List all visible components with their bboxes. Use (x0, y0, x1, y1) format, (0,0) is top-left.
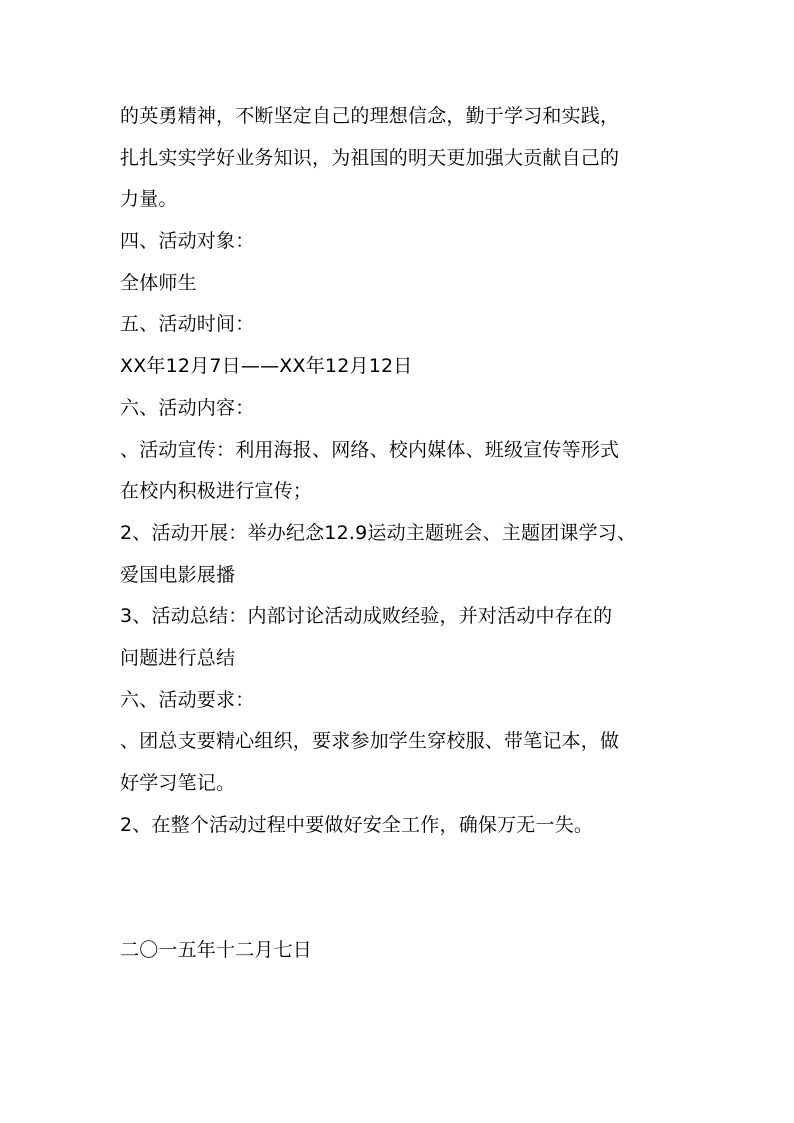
content-item-3-line-2: 问题进行总结 (120, 646, 236, 669)
section-heading-audience: 四、活动对象： (120, 230, 255, 253)
requirement-1-line-1: 、团总支要精心组织，要求参加学生穿校服、带笔记本，做 (120, 730, 620, 753)
audience-text: 全体师生 (120, 271, 197, 294)
requirement-1-line-2: 好学习笔记。 (120, 772, 236, 794)
document-body (120, 96, 700, 846)
body-line-2: 扎扎实实学好业务知识，为祖国的明天更加强大贡献自己的 (120, 146, 620, 169)
content-item-3-line-1: 3、活动总结：内部讨论活动成败经验，并对活动中存在的 (120, 605, 613, 628)
document-date: 二〇一五年十二月七日 (120, 939, 313, 961)
time-text: XX年12月7日——XX年12月12日 (120, 355, 413, 378)
content-item-1-line-2: 在校内积极进行宣传； (120, 480, 313, 503)
body-line-1: 的英勇精神，不断坚定自己的理想信念，勤于学习和实践， (120, 105, 620, 127)
section-heading-requirements: 六、活动要求： (120, 688, 255, 711)
content-item-1-line-1: 、活动宣传：利用海报、网络、校内媒体、班级宣传等形式 (120, 438, 620, 461)
requirement-2: 2、在整个活动过程中要做好安全工作，确保万无一失。 (120, 813, 594, 836)
content-item-2-line-2: 爱国电影展播 (120, 563, 236, 586)
body-line-3: 力量。 (120, 188, 178, 211)
content-item-2-line-1: 2、活动开展：举办纪念12.9运动主题班会、主题团课学习、 (120, 521, 637, 544)
section-heading-content: 六、活动内容： (120, 396, 255, 419)
section-heading-time: 五、活动时间： (120, 313, 255, 336)
